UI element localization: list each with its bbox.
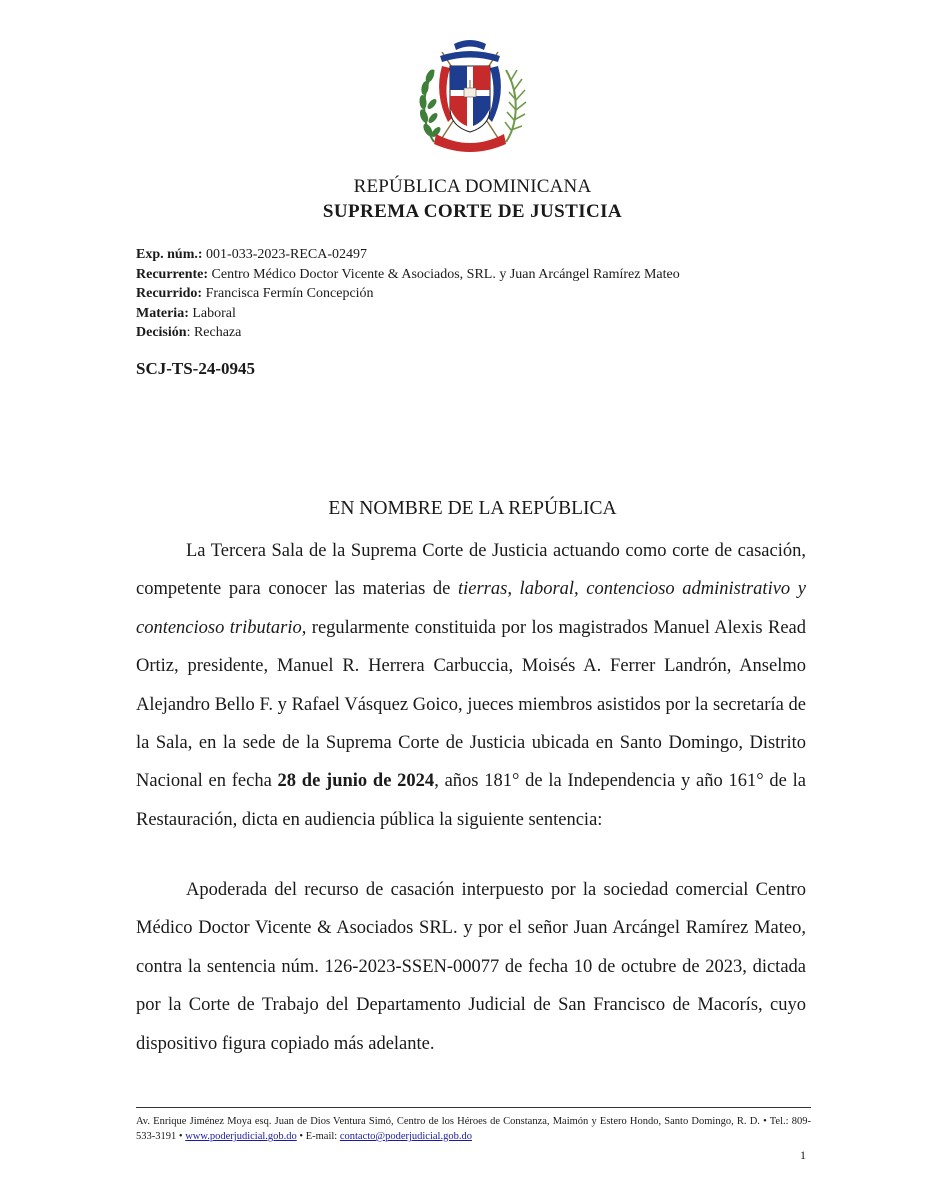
section-title: EN NOMBRE DE LA REPÚBLICA bbox=[328, 498, 617, 519]
paragraph-appeal: Apoderada del recurso de casación interpuesto por la sociedad comercial Centro Médico Doctor Vicente & Asociados SRL. y por el señor Juan Arcángel Ramírez Mateo, contra la sentencia núm. 126-2023-SSEN-00077 de fecha 10 de octubre de 2023, dictada por la Corte de Trabajo del Departamento Judicial de San Francisco de Macorís, cuyo dispositivo figura copiado más adelante. bbox=[136, 880, 806, 1054]
meta-row-exp: Exp. núm.: 001-033-2023-RECA-02497 bbox=[136, 247, 368, 262]
page-number: 1 bbox=[800, 1148, 806, 1162]
country-heading: REPÚBLICA DOMINICANA bbox=[353, 176, 592, 197]
meta-row-recurrido: Recurrido: Francisca Fermín Concepción bbox=[136, 286, 374, 301]
website-link[interactable]: www.poderjudicial.gob.do bbox=[185, 1131, 297, 1142]
meta-row-materia: Materia: Laboral bbox=[136, 305, 236, 321]
meta-row-recurrente: Recurrente: Centro Médico Doctor Vicente & Asociados, SRL. y Juan Arcángel Ramírez Mateo bbox=[136, 266, 680, 282]
paragraph-preamble: La Tercera Sala de la Suprema Corte de Justicia actuando como corte de casación, competente para conocer las materias de tierras, laboral, contencioso administrativo y contencioso tributario, regularmente constituida por los magistrados Manuel Alexis Read Ortiz, presidente, Manuel R. Herrera Carbuccia, Moisés A. Ferrer Landrón, Anselmo Alejandro Bello F. y Rafael Vásquez Goico, jueces miembros asistidos por la secretaría de la Sala, en la sede de la Suprema Corte de Justicia ubicada en Santo Domingo, Distrito Nacional en fecha 28 de junio de 2024, años 181° de la Independencia y año 161° de la Restauración, dicta en audiencia pública la siguiente sentencia: bbox=[136, 541, 806, 830]
court-heading: SUPREMA CORTE DE JUSTICIA bbox=[322, 201, 623, 222]
footer-address: Av. Enrique Jiménez Moya esq. Juan de Dios Ventura Simó, Centro de los Héroes de Constanza, Maimón y Estero Hondo, Santo Domingo, R. D. • Tel.: 809-533-3191 • www.poderjudicial.gob.do • E-mail: contacto@poderjudicial.gob.do bbox=[136, 1116, 811, 1142]
email-link[interactable]: contacto@poderjudicial.gob.do bbox=[339, 1131, 472, 1142]
footer-divider bbox=[136, 1107, 811, 1108]
case-metadata bbox=[136, 245, 680, 343]
coat-of-arms-icon bbox=[412, 34, 528, 160]
decision-code: SCJ-TS-24-0945 bbox=[136, 359, 256, 378]
meta-row-decision: Decisión: Rechaza bbox=[136, 325, 242, 340]
